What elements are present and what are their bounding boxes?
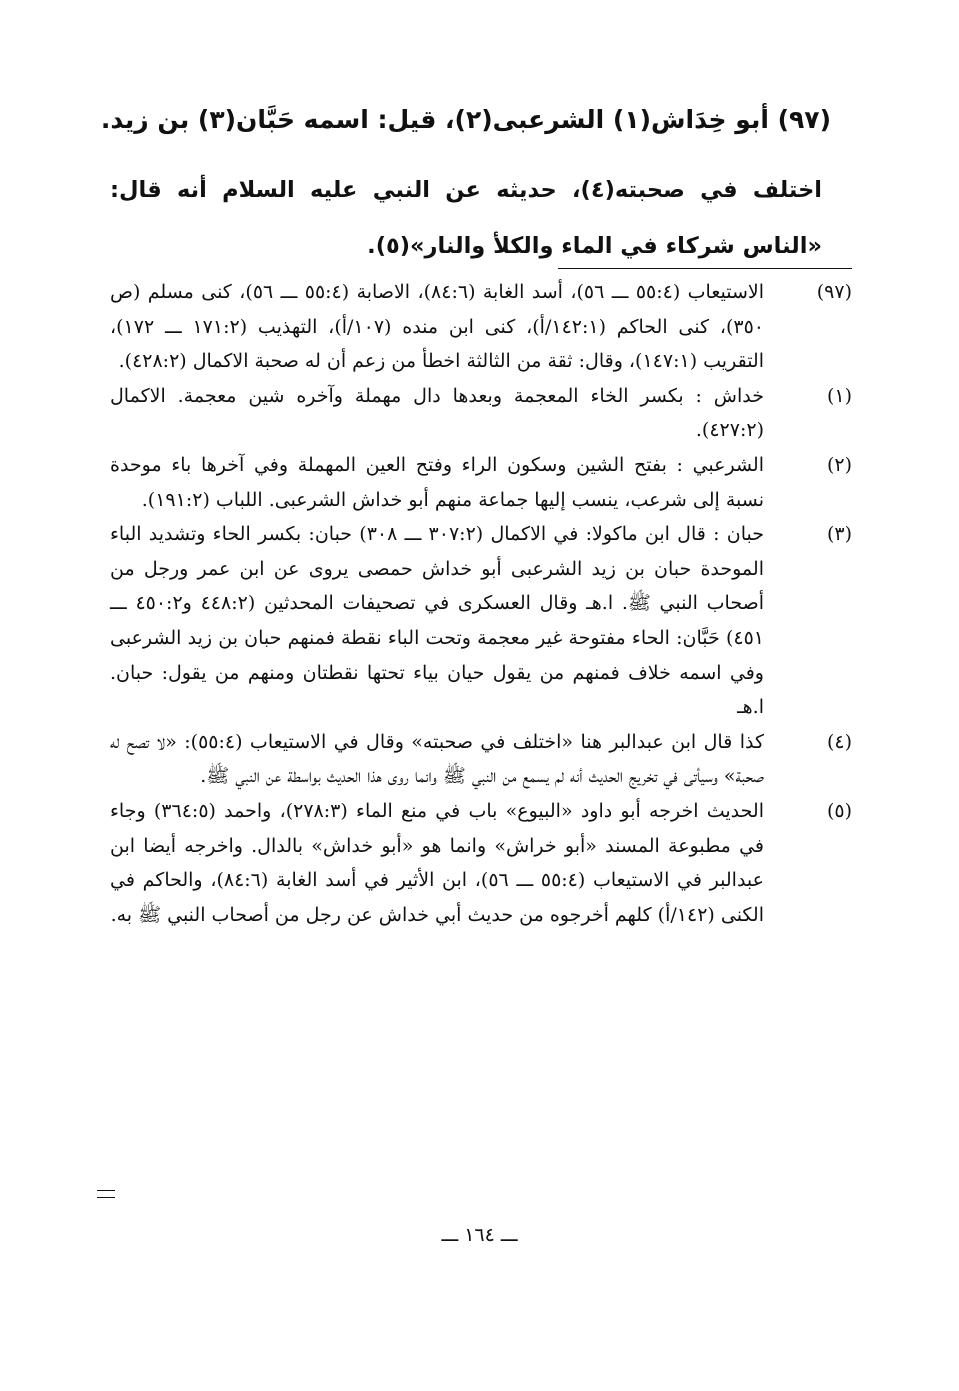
footnote-text: الشرعبي : بفتح الشين وسكون الراء وفتح العين المهملة وفي آخرها باء موحدة نسبة إلى شرعب، ينسب إليها جماعة منهم أبو خداش الشرعبى. اللباب (١٩١:٢).: [110, 453, 764, 511]
continuation-mark: [97, 1190, 115, 1198]
page-number: ـــ ١٦٤ ـــ: [441, 1224, 518, 1246]
footnote: [110, 794, 852, 932]
footnote: [110, 379, 852, 448]
footnote: [110, 725, 852, 794]
footnote-number: (٣): [826, 523, 852, 546]
footnote-separator: [558, 268, 852, 269]
footnote-number: (٥): [826, 799, 852, 822]
footnote-number: (٩٧): [816, 281, 852, 303]
entry-text: اختلف في صحبته(٤)، حديثه عن النبي عليه السلام أنه قال: «الناس شركاء في الماء والكلأ والنار»(٥).: [110, 177, 822, 259]
footnote-text: الحديث اخرجه أبو داود «البيوع» باب في منع الماء (٢٧٨:٣)، واحمد (٣٦٤:٥) وجاء في مطبوعة المسند «أبو خراش» وانما هو «أبو خداش» بالدال. واخرجه أيضا ابن عبدالبر في الاستيعاب (٥٥:٤ ـــ ٥٦)، ابن الأثير في أسد الغابة (٨٤:٦)، والحاكم في الكنى (١٤٢/أ) كلهم أخرجوه من حديث أبي خداش عن رجل من أصحاب النبي ﷺ به.: [110, 799, 765, 926]
footnotes: [110, 275, 852, 932]
entry-heading: (٩٧) أبو خِدَاش(١) الشرعبى(٢)، قيل: اسمه حَبَّان(٣) بن زيد.: [100, 105, 831, 134]
footnote-text: كذا قال ابن عبدالبر هنا «اختلف في صحبته» وقال في الاستيعاب (٥٥:٤): «لا تصح له صحبة» وسيأتى في تخريج الحديث أنه لم يسمع من النبي ﷺ وانما روى هذا الحديث بواسطة عن النبي ﷺ.: [110, 730, 764, 788]
footnote-text: خداش : بكسر الخاء المعجمة وبعدها دال مهملة وآخره شين معجمة. الاكمال (٤٢٧:٢).: [110, 384, 764, 442]
footnote: [110, 448, 852, 517]
footnote-text: حبان : قال ابن ماكولا: في الاكمال (٣٠٧:٢ ـــ ٣٠٨) حبان: بكسر الحاء وتشديد الباء الموحدة حبان بن زيد الشرعبى أبو خداش حمصى يروى عن ابن عمر ورجل من أصحاب النبي ﷺ. ا.هـ وقال العسكرى في تصحيفات المحدثين (٤٤٨:٢ و٤٥٠:٢ ـــ ٤٥١) حَبَّان: الحاء مفتوحة غير معجمة وتحت الباء نقطة فمنهم حبان بن زيد الشرعبى وفي اسمه خلاف فمنهم من يقول حيان بياء تحتها نقطتان ومنهم من يقول: حبان. ا.هـ: [110, 523, 765, 719]
footnote: [110, 517, 852, 725]
footnote-number: (٤): [826, 730, 852, 753]
footnote-number: (١): [826, 384, 852, 407]
footnote-number: (٢): [826, 453, 852, 476]
footnote: [110, 275, 852, 379]
footnote-text: الاستيعاب (٥٥:٤ ـــ ٥٦)، أسد الغابة (٨٤:٦)، الاصابة (٥٥:٤ ـــ ٥٦)، كنى مسلم (ص ٣٥٠)، كنى الحاكم (١٤٢:١/أ)، كنى ابن منده (١٠٧/أ)، التهذيب (١٧١:٢ ـــ ١٧٢)، التقريب (١٤٧:١)، وقال: ثقة من الثالثة اخطأ من زعم أن له صحبة الاكمال (٤٢٨:٢).: [110, 281, 764, 373]
entry-body: [110, 162, 852, 274]
